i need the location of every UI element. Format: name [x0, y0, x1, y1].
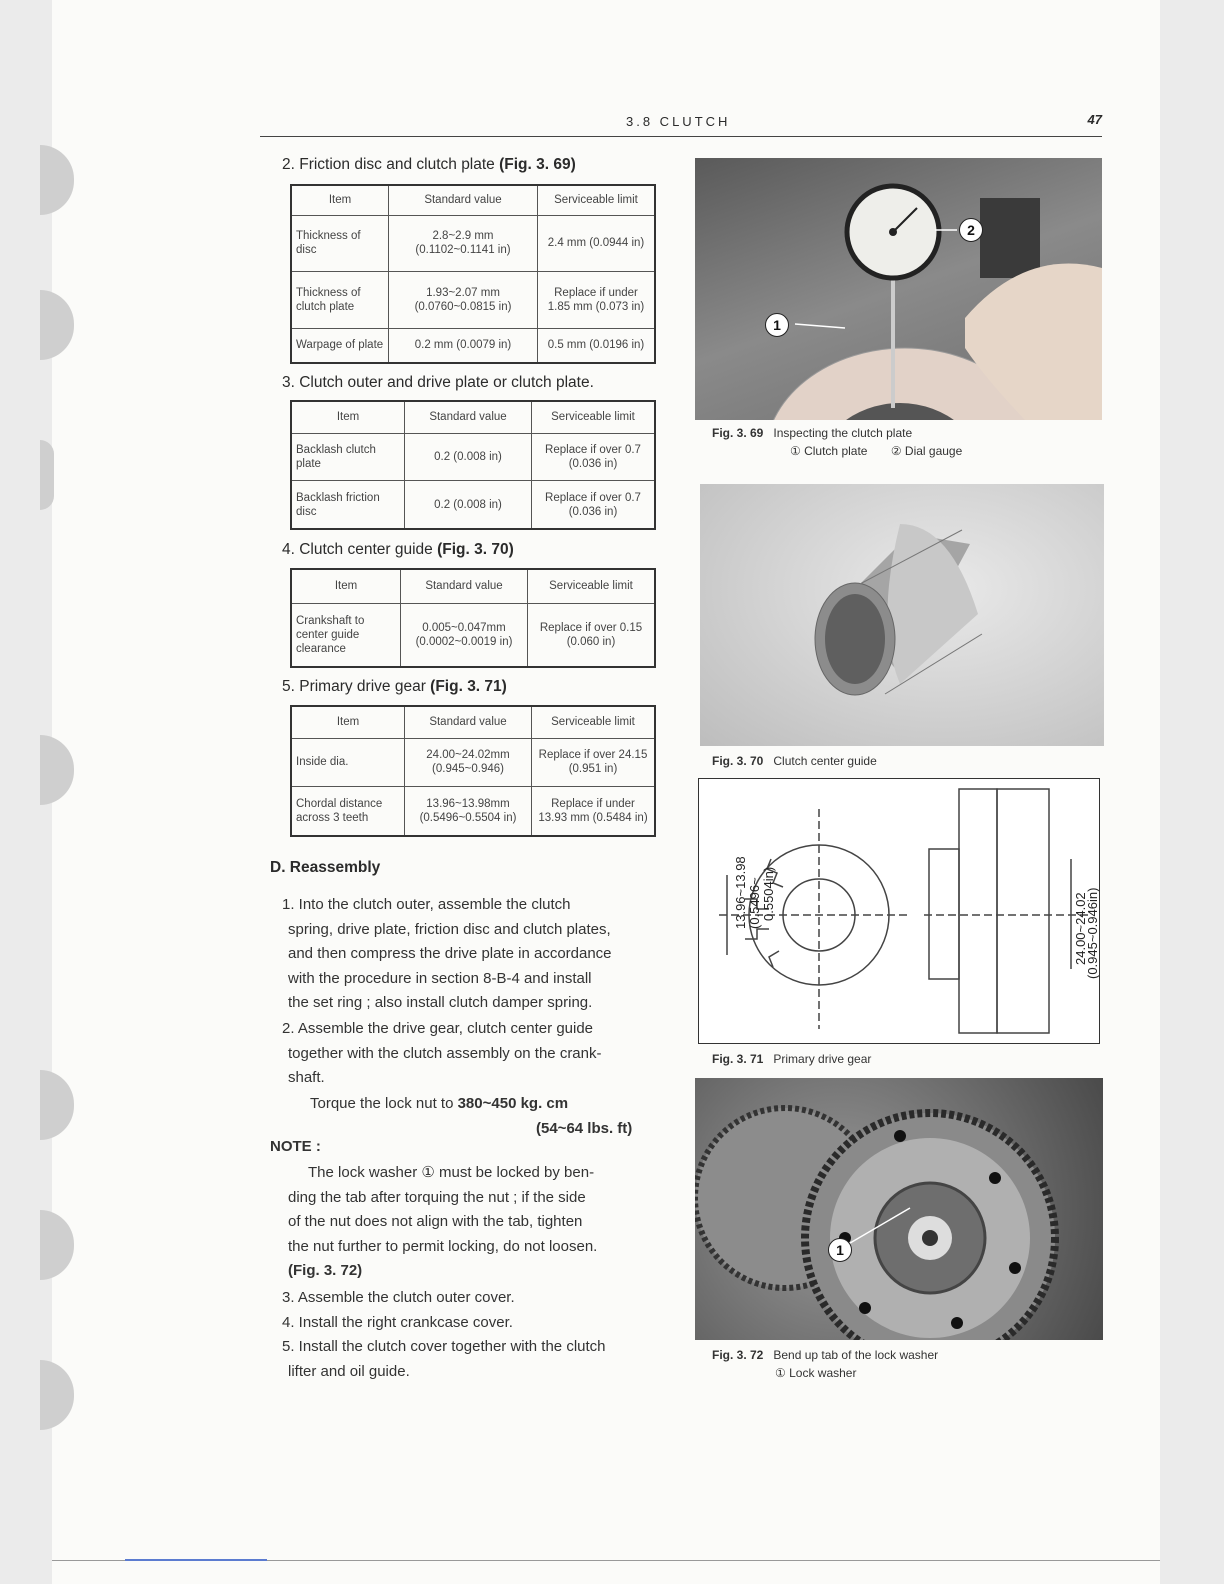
section-5-heading: 5. Primary drive gear (Fig. 3. 71): [282, 678, 507, 695]
friction-disc-table: Item Standard value Serviceable limit Thickness of disc 2.8~2.9 mm (0.1102~0.1141 in) 2.4 mm (0.0944 in) Thickness of clutch plate 1.93~2.07 mm (0.0760~0.0815 in) Replace if under 1.85 mm (0.073 in) Warpage of plate 0.2 mm (0.0079 in) 0.5 mm (0.0196 in): [290, 184, 656, 364]
reassembly-step-1: 1. Into the clutch outer, assemble the clutch spring, drive plate, friction disc and clutch plates, and then compress the drive plate in accordance with the procedure in section 8-B-4 and install the set ring ; also install clutch damper spring.: [282, 896, 612, 1012]
callout-2: 2: [959, 218, 983, 242]
dim-right-2: (0.945~0.946in): [1085, 887, 1099, 979]
note-label: NOTE :: [270, 1138, 321, 1155]
page-number: 47: [1087, 112, 1102, 127]
clutch-plate-illustration: [695, 158, 1102, 420]
dim-left-1: 13.96~13.98: [733, 856, 748, 929]
binder-hole: [40, 440, 54, 510]
center-guide-illustration: [700, 484, 1104, 746]
callout-1: 1: [765, 313, 789, 337]
section-title: 3.8 CLUTCH: [626, 114, 731, 129]
primary-gear-drawing: [699, 779, 1099, 1043]
clutch-assembly-illustration: [695, 1078, 1103, 1340]
blue-mark: [125, 1559, 267, 1561]
clutch-outer-table: Item Standard value Serviceable limit Backlash clutch plate 0.2 (0.008 in) Replace if over 0.7 (0.036 in) Backlash friction disc 0.2 (0.008 in) Replace if over 0.7 (0.036 in): [290, 400, 656, 530]
note-text: The lock washer ① must be locked by ben- ding the tab after torquing the nut ; if the side of the nut does not align with the tab, tighten the nut further to permit locking, do not loosen. (Fig. 3. 72): [288, 1164, 598, 1280]
fig-3-70-photo: [700, 484, 1104, 746]
torque-spec: Torque the lock nut to 380~450 kg. cm: [310, 1095, 569, 1112]
fig-3-69-legend: ① Clutch plate ② Dial gauge: [790, 444, 963, 458]
fig-3-71-caption: Fig. 3. 71 Primary drive gear: [712, 1052, 872, 1066]
reassembly-heading: D. Reassembly: [270, 859, 381, 876]
section-2-heading: 2. Friction disc and clutch plate (Fig. 3. 69): [282, 156, 576, 173]
reassembly-steps-3-5: 3. Assemble the clutch outer cover. 4. Install the right crankcase cover. 5. Install the clutch cover together with the clutch lifter and oil guide.: [282, 1289, 606, 1380]
fig-3-72-legend: ① Lock washer: [775, 1366, 857, 1380]
reassembly-step-2: 2. Assemble the drive gear, clutch center guide together with the clutch assembly on the crank- shaft.: [282, 1020, 602, 1087]
primary-gear-table: Item Standard value Serviceable limit Inside dia. 24.00~24.02mm (0.945~0.946) Replace if over 24.15 (0.951 in) Chordal distance across 3 teeth 13.96~13.98mm (0.5496~0.5504 in) Replace if under 13.93 mm (0.5484 in): [290, 705, 656, 837]
section-4-heading: 4. Clutch center guide (Fig. 3. 70): [282, 541, 514, 558]
dim-right-1: 24.00~24.02: [1073, 892, 1088, 965]
fig-3-72-photo: [695, 1078, 1103, 1340]
dim-left-2: (0.5496~: [747, 877, 762, 929]
fig-3-70-caption: Fig. 3. 70 Clutch center guide: [712, 754, 877, 768]
torque-imperial: (54~64 lbs. ft): [536, 1120, 633, 1137]
dim-left-3: 0.5504in): [761, 866, 776, 921]
fig-3-71-drawing: [698, 778, 1100, 1044]
page-header: [260, 112, 1102, 137]
fig-3-69-photo: [695, 158, 1102, 420]
section-3-heading: 3. Clutch outer and drive plate or clutch plate.: [282, 374, 594, 391]
fig-3-72-caption: Fig. 3. 72 Bend up tab of the lock washer: [712, 1348, 939, 1362]
center-guide-table: Item Standard value Serviceable limit Crankshaft to center guide clearance 0.005~0.047mm (0.0002~0.0019 in) Replace if over 0.15 (0.060 in): [290, 568, 656, 668]
fig-3-69-caption: Fig. 3. 69 Inspecting the clutch plate: [712, 426, 913, 440]
callout-1: 1: [828, 1238, 852, 1262]
